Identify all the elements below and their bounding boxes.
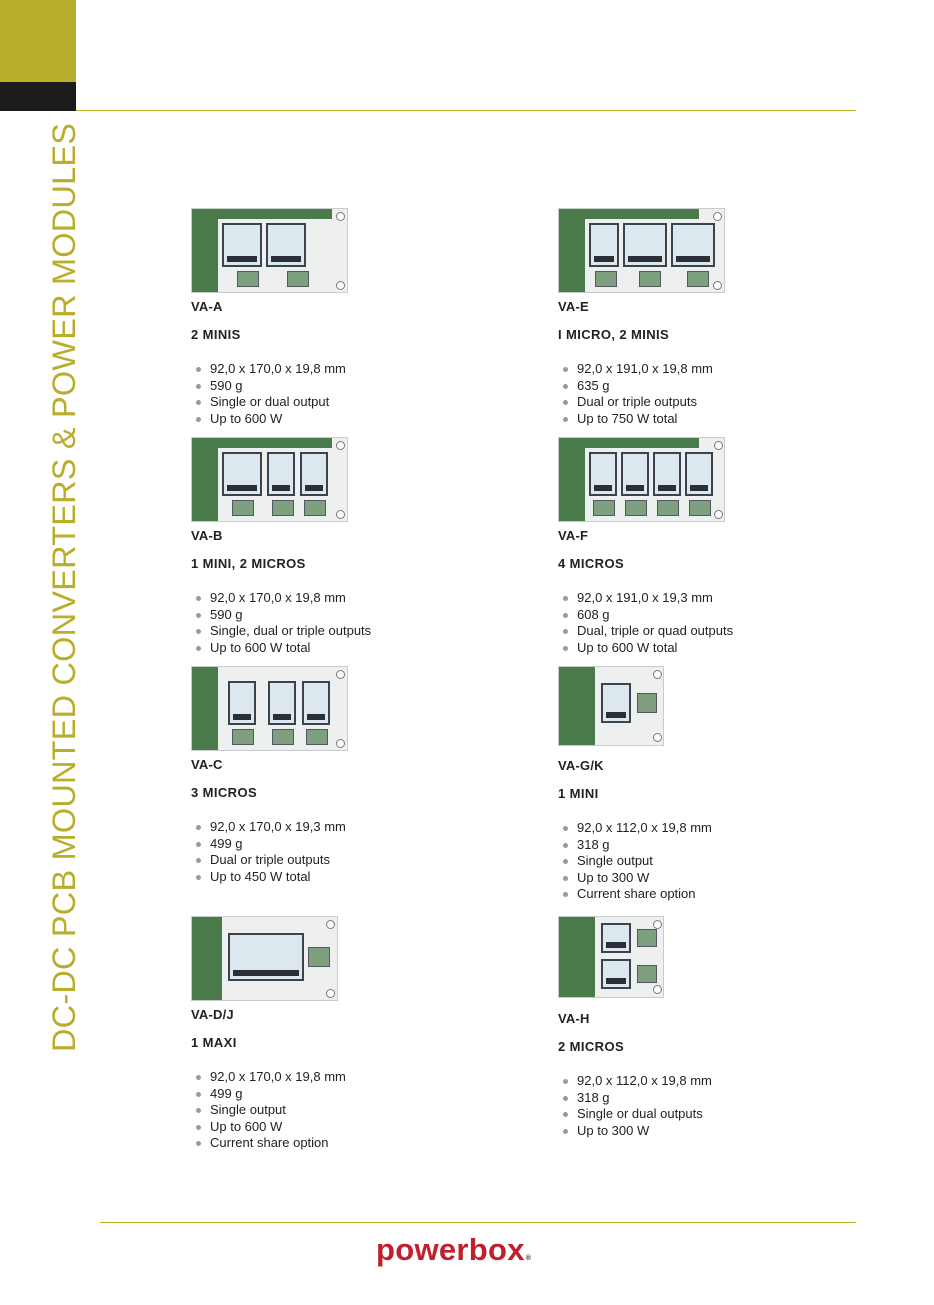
spec-item: Up to 600 W total [558,640,858,657]
spec-item: 92,0 x 170,0 x 19,8 mm [191,590,491,607]
product-description: I MICRO, 2 MINIS [558,327,670,342]
spec-item: Dual or triple outputs [191,852,491,869]
spec-list [191,1069,491,1152]
spec-item: Up to 450 W total [191,869,491,886]
product-description: 4 MICROS [558,556,625,571]
product-code: VA-D/J [191,1007,234,1022]
product-code: VA-G/K [558,758,604,773]
product-description: 1 MAXI [191,1035,237,1050]
spec-item: Single output [558,853,858,870]
spec-item: Up to 300 W [558,1123,858,1140]
spec-list [191,590,491,656]
spec-list [558,820,858,903]
spec-item: Single or dual outputs [558,1106,858,1123]
spec-item: 318 g [558,837,858,854]
spec-item: Up to 600 W total [191,640,491,657]
product-code: VA-H [558,1011,590,1026]
product-code: VA-B [191,528,223,543]
product-description: 3 MICROS [191,785,258,800]
product-card [191,437,491,656]
product-photo [558,916,664,998]
corner-dark-block [0,82,76,111]
product-photo [191,666,348,751]
spec-item: Current share option [191,1135,491,1152]
footer-rule [100,1222,856,1223]
product-photo [191,437,348,522]
spec-item: Single output [191,1102,491,1119]
spec-item: 92,0 x 112,0 x 19,8 mm [558,820,858,837]
product-description: 2 MICROS [558,1039,625,1054]
powerbox-logo [376,1232,531,1268]
spec-item: Dual or triple outputs [558,394,858,411]
logo-text: powerbox [376,1232,525,1267]
spec-item: Up to 600 W [191,1119,491,1136]
spec-item: 590 g [191,607,491,624]
spec-item: 92,0 x 170,0 x 19,3 mm [191,819,491,836]
product-photo [558,437,725,522]
spec-item: 499 g [191,1086,491,1103]
header-rule [76,110,856,111]
spec-item: 92,0 x 191,0 x 19,8 mm [558,361,858,378]
spec-item: 92,0 x 170,0 x 19,8 mm [191,1069,491,1086]
spec-item: 590 g [191,378,491,395]
spec-item: Up to 600 W [191,411,491,428]
product-code: VA-E [558,299,589,314]
spec-item: Single or dual output [191,394,491,411]
product-card [191,208,491,427]
product-code: VA-C [191,757,223,772]
spec-item: 635 g [558,378,858,395]
product-photo [191,208,348,293]
product-description: 2 MINIS [191,327,241,342]
product-photo [558,208,725,293]
product-card [558,437,858,656]
spec-item: 92,0 x 191,0 x 19,3 mm [558,590,858,607]
product-card [558,208,858,427]
spec-item: 499 g [191,836,491,853]
product-photo [191,916,338,1001]
spec-item: Up to 750 W total [558,411,858,428]
product-description: 1 MINI, 2 MICROS [191,556,306,571]
spec-item: 608 g [558,607,858,624]
side-title: DC-DC PCB MOUNTED CONVERTERS & POWER MODULES [46,122,82,1052]
product-code: VA-F [558,528,589,543]
product-photo [558,666,664,746]
spec-item: Up to 300 W [558,870,858,887]
product-card [558,666,858,903]
spec-list [558,590,858,656]
spec-list [191,361,491,427]
product-card [191,666,491,885]
spec-item: Dual, triple or quad outputs [558,623,858,640]
registered-mark: ® [525,1255,532,1262]
product-card [558,916,858,1139]
spec-list [191,819,491,885]
spec-item: Single, dual or triple outputs [191,623,491,640]
corner-accent-block [0,0,76,82]
product-card [191,916,491,1152]
spec-list [558,361,858,427]
product-description: 1 MINI [558,786,599,801]
spec-item: 318 g [558,1090,858,1107]
product-code: VA-A [191,299,223,314]
spec-item: 92,0 x 112,0 x 19,8 mm [558,1073,858,1090]
spec-list [558,1073,858,1139]
spec-item: 92,0 x 170,0 x 19,8 mm [191,361,491,378]
spec-item: Current share option [558,886,858,903]
